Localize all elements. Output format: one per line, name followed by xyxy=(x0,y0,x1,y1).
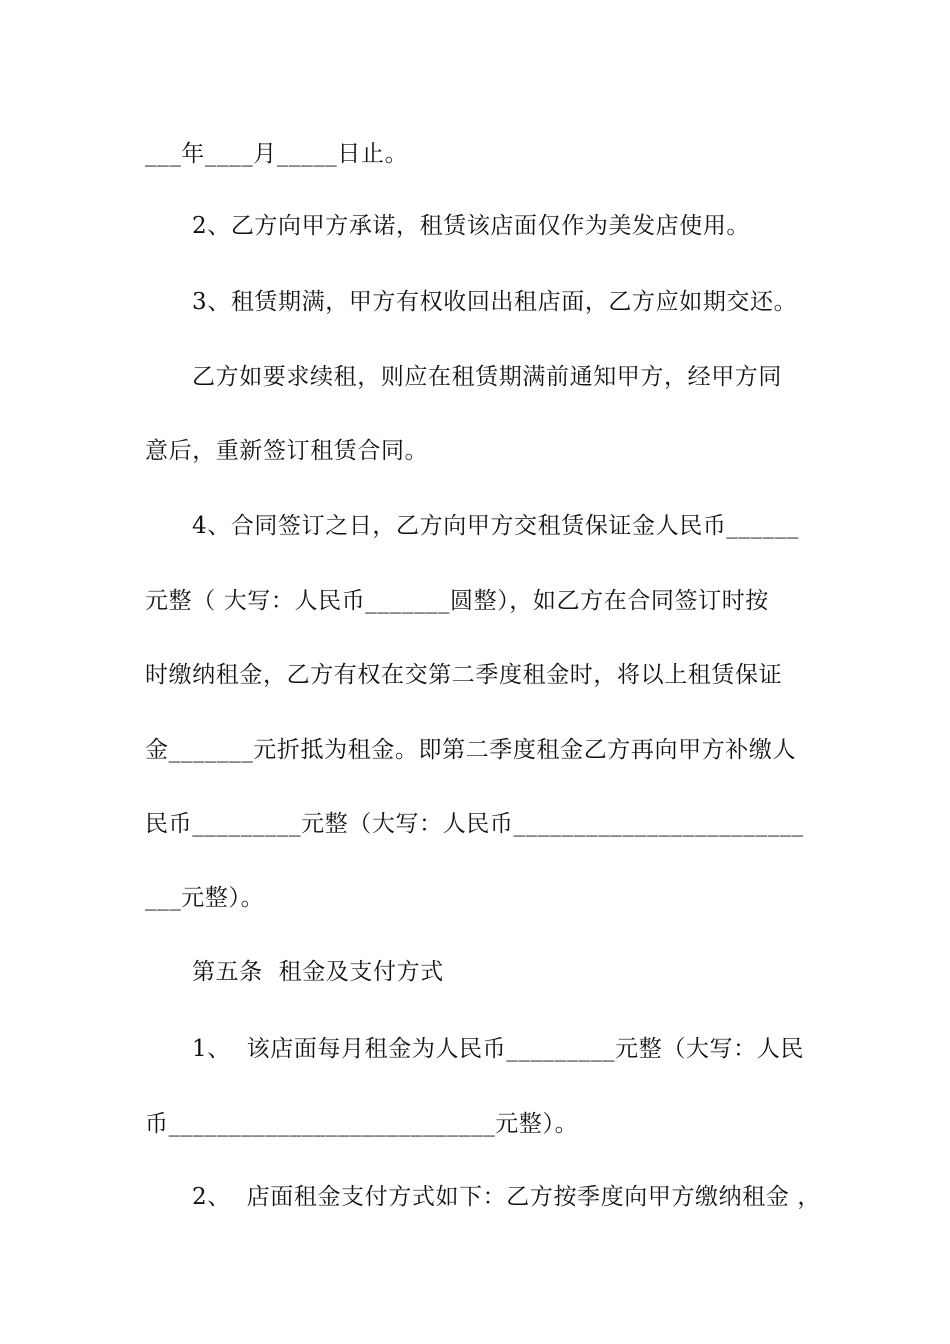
text-line-9: 金_______元折抵为租金。即第二季度租金乙方再向甲方补缴人 xyxy=(145,737,797,763)
text-line-8: 时缴纳租金，乙方有权在交第二季度租金时，将以上租赁保证 xyxy=(145,662,783,688)
text-line-15: 2、 店面租金支付方式如下：乙方按季度向甲方缴纳租金 ， xyxy=(192,1184,821,1210)
text-line-7: 元整（ 大写：人民币_______圆整），如乙方在合同签订时按 xyxy=(145,588,769,614)
text-line-12: 第五条 租金及支付方式 xyxy=(192,959,444,985)
text-line-10: 民币_________元整（大写：人民币________________________ xyxy=(145,811,804,837)
text-line-5: 意后，重新签订租赁合同。 xyxy=(145,438,429,464)
text-line-2: 2、乙方向甲方承诺，租赁该店面仅作为美发店使用。 xyxy=(192,213,751,239)
text-line-13: 1、 该店面每月租金为人民币_________元整（大写：人民 xyxy=(192,1036,804,1062)
text-line-3: 3、租赁期满，甲方有权收回出租店面，乙方应如期交还。 xyxy=(192,289,798,315)
text-line-14: 币___________________________元整）。 xyxy=(145,1111,579,1137)
text-line-1: ___年____月_____日止。 xyxy=(145,141,409,167)
text-line-11: ___元整）。 xyxy=(145,885,265,911)
text-line-6: 4、合同签订之日，乙方向甲方交租赁保证金人民币______ xyxy=(192,513,800,539)
text-line-4: 乙方如要求续租，则应在租赁期满前通知甲方，经甲方同 xyxy=(192,364,782,390)
